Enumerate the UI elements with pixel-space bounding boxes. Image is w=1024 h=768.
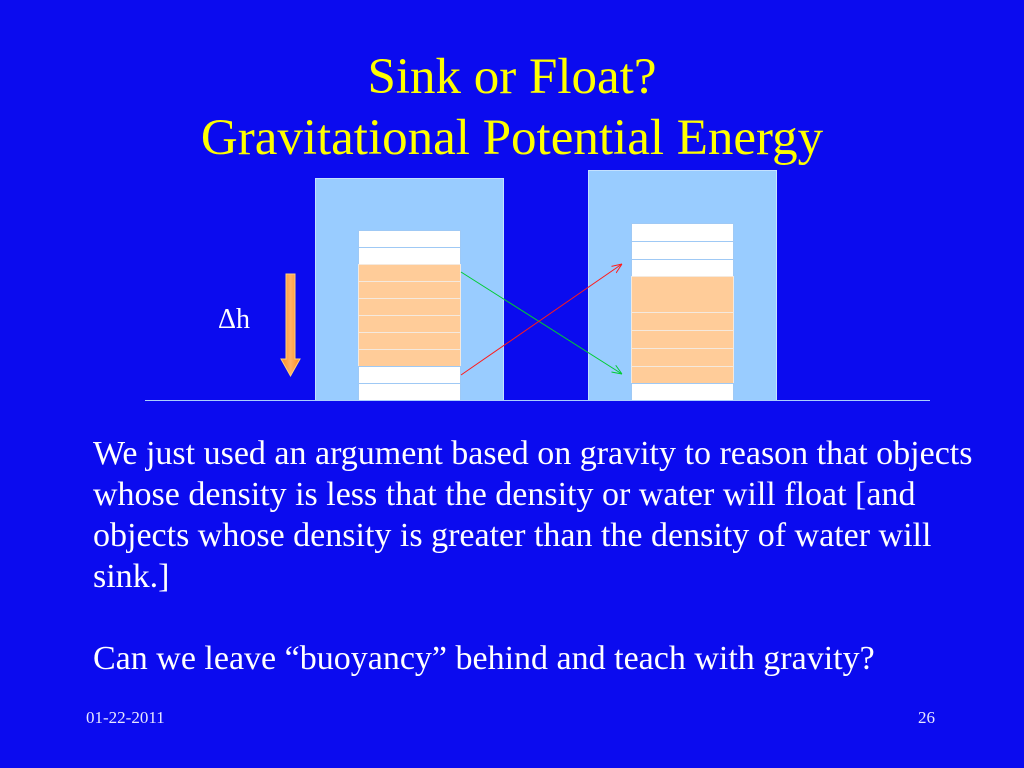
- height-change-label: Δh: [218, 304, 251, 335]
- right-stack-object-row: [632, 313, 734, 331]
- right-stack-water-row: [632, 384, 734, 401]
- slide-number: 26: [918, 708, 935, 727]
- slide-title: [0, 47, 1024, 169]
- left-stack-water-row: [359, 231, 461, 248]
- right-stack-water-row: [632, 242, 734, 260]
- left-stack-water-row: [359, 384, 461, 401]
- down-arrow-icon: [281, 274, 300, 376]
- left-stack-object-row: [359, 282, 461, 299]
- right-stack-object-row: [632, 277, 734, 313]
- right-stack-water-row: [632, 224, 734, 242]
- right-stack-object-row: [632, 349, 734, 367]
- footer-date: 01-22-2011: [86, 708, 165, 727]
- body-paragraph-2: Can we leave “buoyancy” behind and teach with gravity?: [93, 640, 875, 677]
- left-stack-object-row: [359, 350, 461, 367]
- left-stack-water-row: [359, 367, 461, 384]
- body-paragraph-1: We just used an argument based on gravity to reason that objects whose density is less that the density or water will float [and objects whose density is greater than the density of water will sink.]: [93, 435, 973, 595]
- left-stack-object-row: [359, 265, 461, 282]
- right-stack-object-row: [632, 331, 734, 349]
- left-stack-object-row: [359, 316, 461, 333]
- right-stack: [632, 224, 734, 401]
- left-stack-object-row: [359, 299, 461, 316]
- left-stack: [359, 231, 461, 401]
- left-stack-object-row: [359, 333, 461, 350]
- left-stack-water-row: [359, 248, 461, 265]
- title-line-1: Sink or Float?: [367, 49, 657, 105]
- right-stack-water-row: [632, 260, 734, 277]
- title-line-2: Gravitational Potential Energy: [200, 110, 824, 166]
- right-stack-object-row: [632, 367, 734, 384]
